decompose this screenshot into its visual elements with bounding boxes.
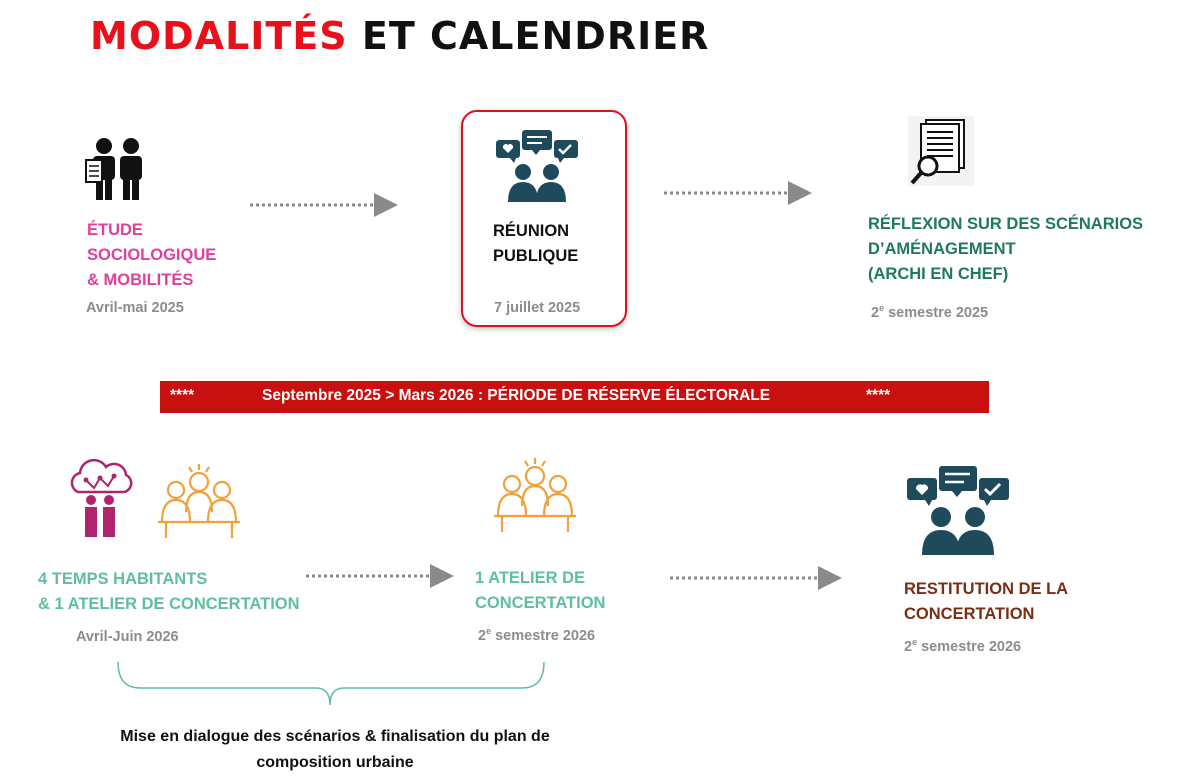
step-reunion-line1: RÉUNION bbox=[493, 222, 570, 240]
workshop-group-icon bbox=[492, 456, 578, 534]
date-rest: semestre 2025 bbox=[884, 304, 989, 321]
electoral-reserve-banner bbox=[160, 381, 989, 413]
bracket-caption bbox=[60, 724, 610, 776]
step-temps-line1: 4 TEMPS HABITANTS bbox=[38, 570, 208, 588]
document-search-icon bbox=[906, 114, 976, 188]
step-reunion-label bbox=[493, 219, 578, 269]
step-reflexion-date bbox=[871, 303, 988, 321]
date-num: 2 bbox=[871, 304, 880, 321]
step-atelier-line2: CONCERTATION bbox=[475, 594, 606, 612]
step-atelier-label bbox=[475, 566, 605, 616]
step-etude-line2: SOCIOLOGIQUE bbox=[87, 246, 217, 264]
date-sup: e bbox=[879, 303, 885, 313]
step-reflexion-line2: D’AMÉNAGEMENT bbox=[868, 240, 1016, 258]
caption-line1: Mise en dialogue des scénarios & finalisation du plan de bbox=[120, 728, 550, 745]
step-reflexion-line1: RÉFLEXION SUR DES SCÉNARIOS bbox=[868, 215, 1144, 233]
curly-bracket bbox=[118, 662, 544, 705]
banner-text: Septembre 2025 > Mars 2026 : PÉRIODE DE RÉSERVE ÉLECTORALE bbox=[262, 387, 771, 404]
step-restitution-line1: RESTITUTION DE LA bbox=[904, 580, 1069, 598]
step-reflexion-line3: (ARCHI EN CHEF) bbox=[868, 265, 1009, 283]
workshop-group-icon bbox=[156, 462, 242, 540]
step-atelier-line1: 1 ATELIER DE bbox=[475, 569, 586, 587]
date-rest: semestre 2026 bbox=[917, 638, 1022, 655]
step-restitution-date bbox=[904, 637, 1021, 655]
step-temps-line2: & 1 ATELIER DE CONCERTATION bbox=[38, 595, 300, 613]
banner-stars-left: **** bbox=[170, 387, 195, 404]
step-temps-label bbox=[38, 567, 300, 617]
date-rest: semestre 2026 bbox=[491, 627, 596, 644]
step-etude-label bbox=[87, 218, 216, 293]
brainstorm-icon bbox=[64, 456, 136, 538]
banner-stars-right: **** bbox=[866, 387, 891, 404]
title-highlight: MODALITÉS bbox=[90, 14, 348, 58]
step-atelier-date bbox=[478, 626, 595, 644]
meeting-chat-icon bbox=[907, 464, 1011, 556]
step-restitution-label bbox=[904, 577, 1068, 627]
caption-line2: composition urbaine bbox=[256, 754, 414, 771]
people-study-icon bbox=[84, 134, 154, 204]
step-reunion-date: 7 juillet 2025 bbox=[494, 300, 581, 316]
date-num: 2 bbox=[478, 627, 487, 644]
meeting-chat-icon bbox=[496, 128, 580, 204]
date-num: 2 bbox=[904, 638, 913, 655]
step-reunion-line2: PUBLIQUE bbox=[493, 247, 579, 265]
date-sup: e bbox=[912, 637, 918, 647]
step-etude-date: Avril-mai 2025 bbox=[86, 300, 184, 316]
step-temps-date: Avril-Juin 2026 bbox=[76, 629, 179, 645]
step-etude-line3: & MOBILITÉS bbox=[87, 271, 194, 289]
step-etude-line1: ÉTUDE bbox=[87, 221, 143, 239]
step-restitution-line2: CONCERTATION bbox=[904, 605, 1035, 623]
title-rest: ET CALENDRIER bbox=[361, 14, 710, 58]
date-sup: e bbox=[486, 626, 492, 636]
step-reflexion-label bbox=[868, 212, 1143, 287]
